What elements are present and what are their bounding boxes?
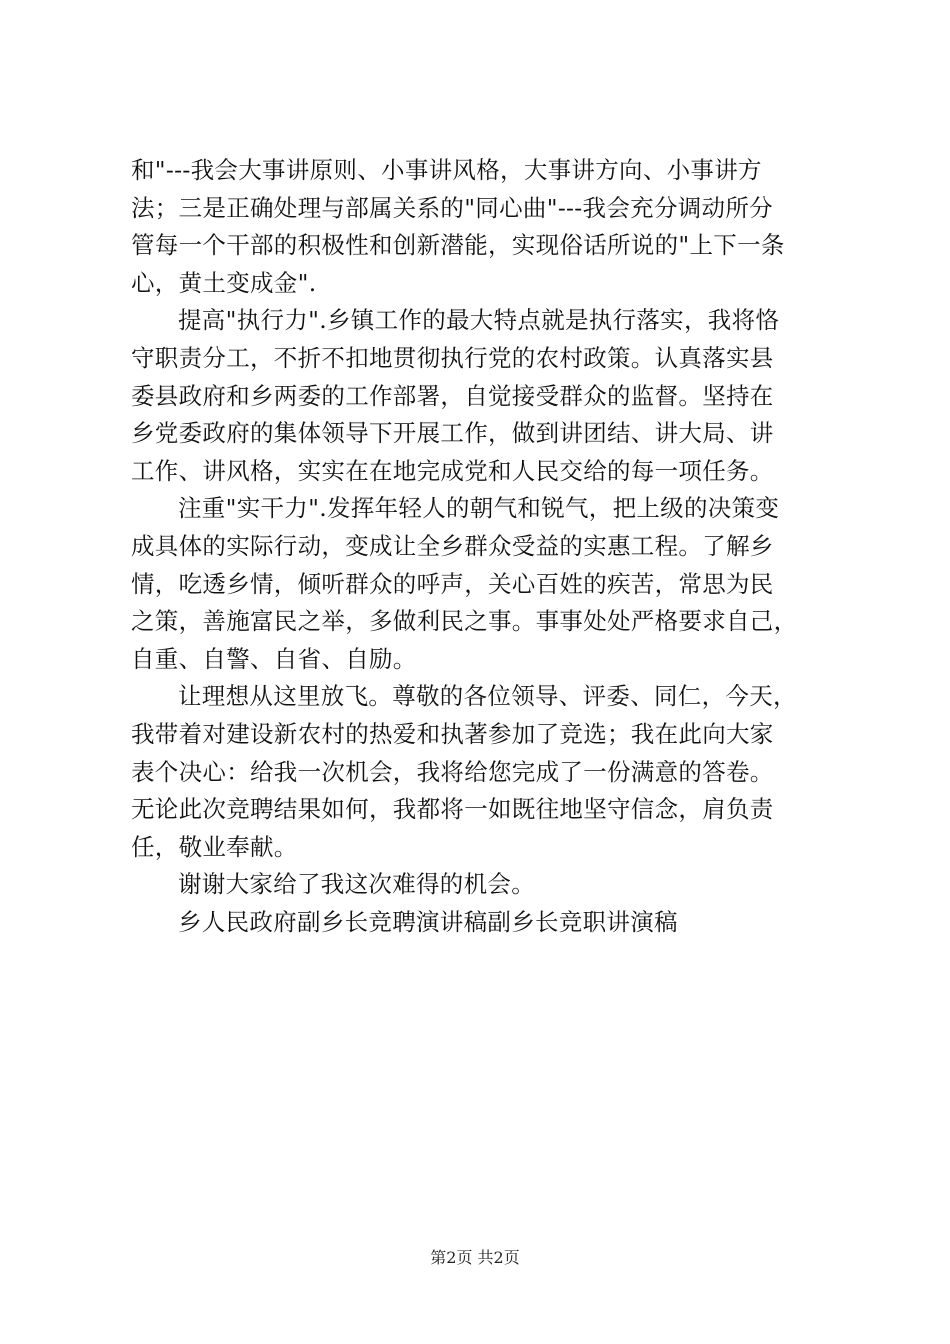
text-line: 乡党委政府的集体领导下开展工作，做到讲团结、讲大局、讲 (131, 419, 774, 448)
text-line: 无论此次竞聘结果如何，我都将一如既往地坚守信念，肩负责 (131, 795, 774, 824)
text-line: 情，吃透乡情，倾听群众的呼声，关心百姓的疾苦，常思为民 (131, 569, 774, 598)
text-line: 工作、讲风格，实实在在地完成党和人民交给的每一项任务。 (131, 456, 774, 485)
paragraph-first-line: 谢谢大家给了我这次难得的机会。 (178, 870, 535, 899)
paragraph-first-line: 让理想从这里放飞。尊敬的各位领导、评委、同仁，今天， (178, 682, 797, 711)
text-line: 任，敬业奉献。 (131, 832, 298, 861)
text-line: 和"---我会大事讲原则、小事讲风格，大事讲方向、小事讲方 (131, 156, 762, 184)
text-line: 守职责分工，不折不扣地贯彻执行党的农村政策。认真落实县 (131, 343, 774, 372)
paragraph-first-line: 提高"执行力".乡镇工作的最大特点就是执行落实，我将恪 (178, 306, 780, 335)
text-line: 自重、自警、自省、自励。 (131, 644, 417, 673)
paragraph-first-line: 注重"实干力".发挥年轻人的朝气和锐气，把上级的决策变 (178, 494, 780, 523)
text-line: 管每一个干部的积极性和创新潜能，实现俗话所说的"上下一条 (131, 231, 785, 260)
text-line: 心，黄土变成金". (131, 268, 317, 297)
page-number-footer: 第2页 共2页 (430, 1248, 520, 1267)
text-line: 成具体的实际行动，变成让全乡群众受益的实惠工程。了解乡 (131, 531, 774, 560)
text-line: 之策，善施富民之举，多做利民之事。事事处处严格要求自己， (131, 607, 798, 636)
text-line: 表个决心：给我一次机会，我将给您完成了一份满意的答卷。 (131, 757, 774, 786)
text-line: 法；三是正确处理与部属关系的"同心曲"---我会充分调动所分 (131, 193, 773, 222)
document-body (131, 152, 831, 941)
document-title-line: 乡人民政府副乡长竞聘演讲稿副乡长竞职讲演稿 (178, 907, 678, 936)
text-line: 委县政府和乡两委的工作部署，自觉接受群众的监督。坚持在 (131, 381, 774, 410)
text-line: 我带着对建设新农村的热爱和执著参加了竞选；我在此向大家 (131, 719, 774, 748)
